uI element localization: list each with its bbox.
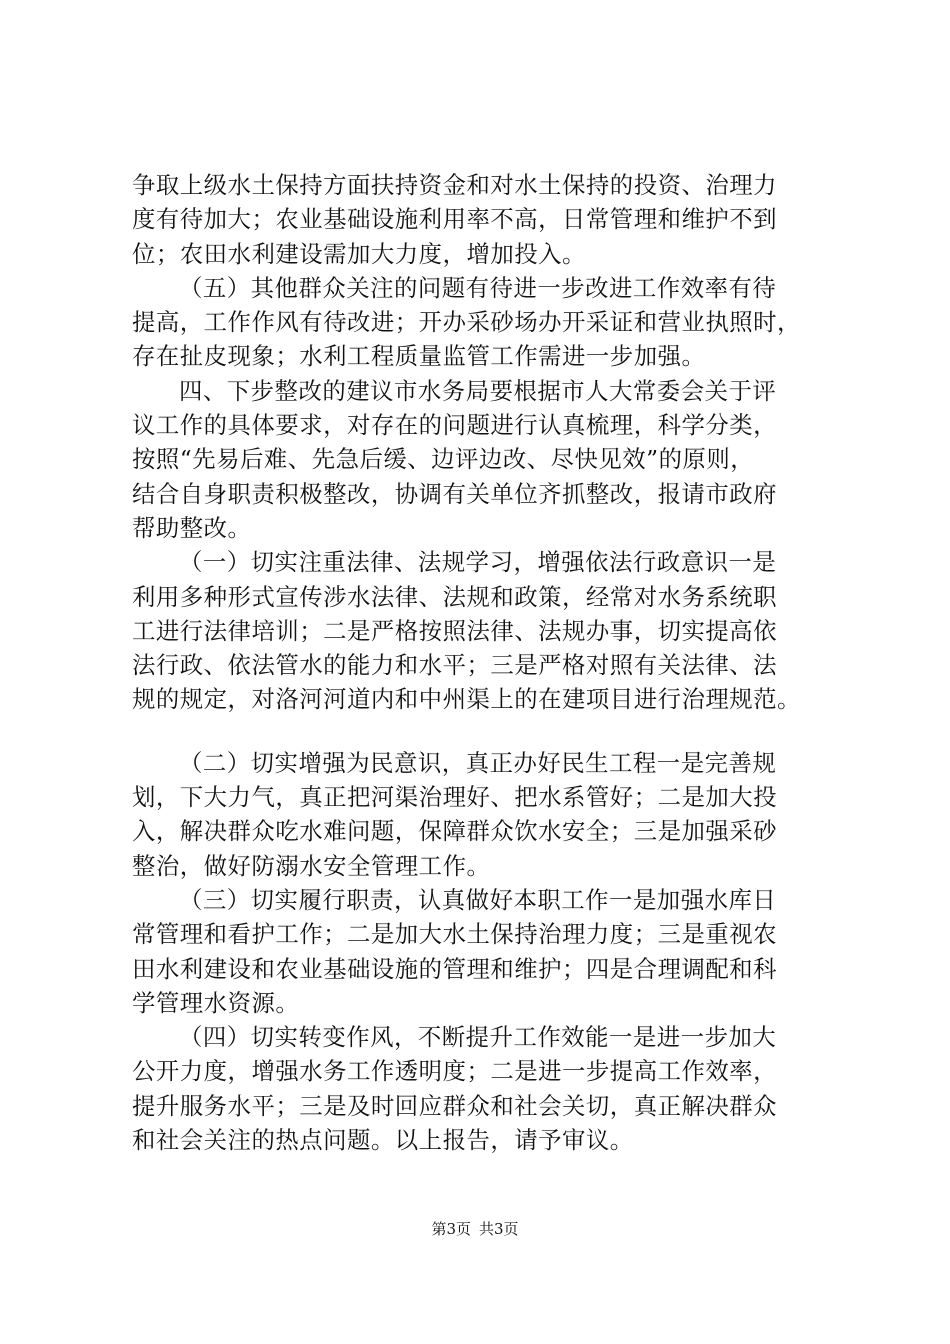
page-total: 共3页 <box>479 1220 519 1238</box>
paragraph-start-line: （一）切实注重法律、法规学习，增强依法行政意识一是 <box>179 548 777 577</box>
paragraph-start-line: （三）切实履行职责，认真做好本职工作一是加强水库日 <box>179 885 777 914</box>
text-line: 帮助整改。 <box>132 513 252 542</box>
section-heading-line: 四、下步整改的建议市水务局要根据市人大常委会关于评 <box>179 376 777 405</box>
text-line: 公开力度，增强水务工作透明度；二是进一步提高工作效率， <box>132 1057 778 1086</box>
text-line: 整治，做好防溺水安全管理工作。 <box>132 851 491 880</box>
text-line: 结合自身职责积极整改，协调有关单位齐抓整改，报请市政府 <box>132 479 778 508</box>
page-number: 第3页 <box>431 1220 471 1238</box>
text-line: 工进行法律培训；二是严格按照法律、法规办事，切实提高依 <box>132 616 778 645</box>
text-line: 提高，工作作风有待改进；开办采砂场办开采证和营业执照时， <box>132 308 801 337</box>
text-line: 存在扯皮现象；水利工程质量监管工作需进一步加强。 <box>132 342 706 371</box>
text-line: 位；农田水利建设需加大力度，增加投入。 <box>132 239 586 268</box>
text-line: 争取上级水土保持方面扶持资金和对水土保持的投资、治理力 <box>132 171 778 199</box>
text-line: 田水利建设和农业基础设施的管理和维护；四是合理调配和科 <box>132 954 778 983</box>
text-line: 议工作的具体要求，对存在的问题进行认真梳理，科学分类， <box>132 411 778 440</box>
text-line: 学管理水资源。 <box>132 988 300 1017</box>
text-line: 常管理和看护工作；二是加大水土保持治理力度；三是重视农 <box>132 920 778 949</box>
text-line: 度有待加大；农业基础设施利用率不高，日常管理和维护不到 <box>132 205 778 234</box>
text-line: 和社会关注的热点问题。以上报告，请予审议。 <box>132 1126 634 1155</box>
text-line: 提升服务水平；三是及时回应群众和社会关切，真正解决群众 <box>132 1091 778 1120</box>
blank-line <box>132 717 832 746</box>
paragraph-start-line: （四）切实转变作风，不断提升工作效能一是进一步加大 <box>179 1023 777 1052</box>
text-line: 入，解决群众吃水难问题，保障群众饮水安全；三是加强采砂 <box>132 817 778 846</box>
document-body <box>132 168 832 1157</box>
text-line: 规的规定，对洛河河道内和中州渠上的在建项目进行治理规范。 <box>132 685 801 714</box>
text-line: 利用多种形式宣传涉水法律、法规和政策，经常对水务系统职 <box>132 582 778 611</box>
text-line: 划，下大力气，真正把河渠治理好、把水系管好；二是加大投 <box>132 783 778 812</box>
page-footer <box>0 1219 950 1239</box>
paragraph-start-line: （五）其他群众关注的问题有待进一步改进工作效率有待 <box>179 273 777 302</box>
paragraph-start-line: （二）切实增强为民意识，真正办好民生工程一是完善规 <box>179 748 777 777</box>
text-line: 法行政、依法管水的能力和水平；三是严格对照有关法律、法 <box>132 651 778 680</box>
text-line: 按照“先易后难、先急后缓、边评边改、尽快见效”的原则， <box>132 445 755 474</box>
